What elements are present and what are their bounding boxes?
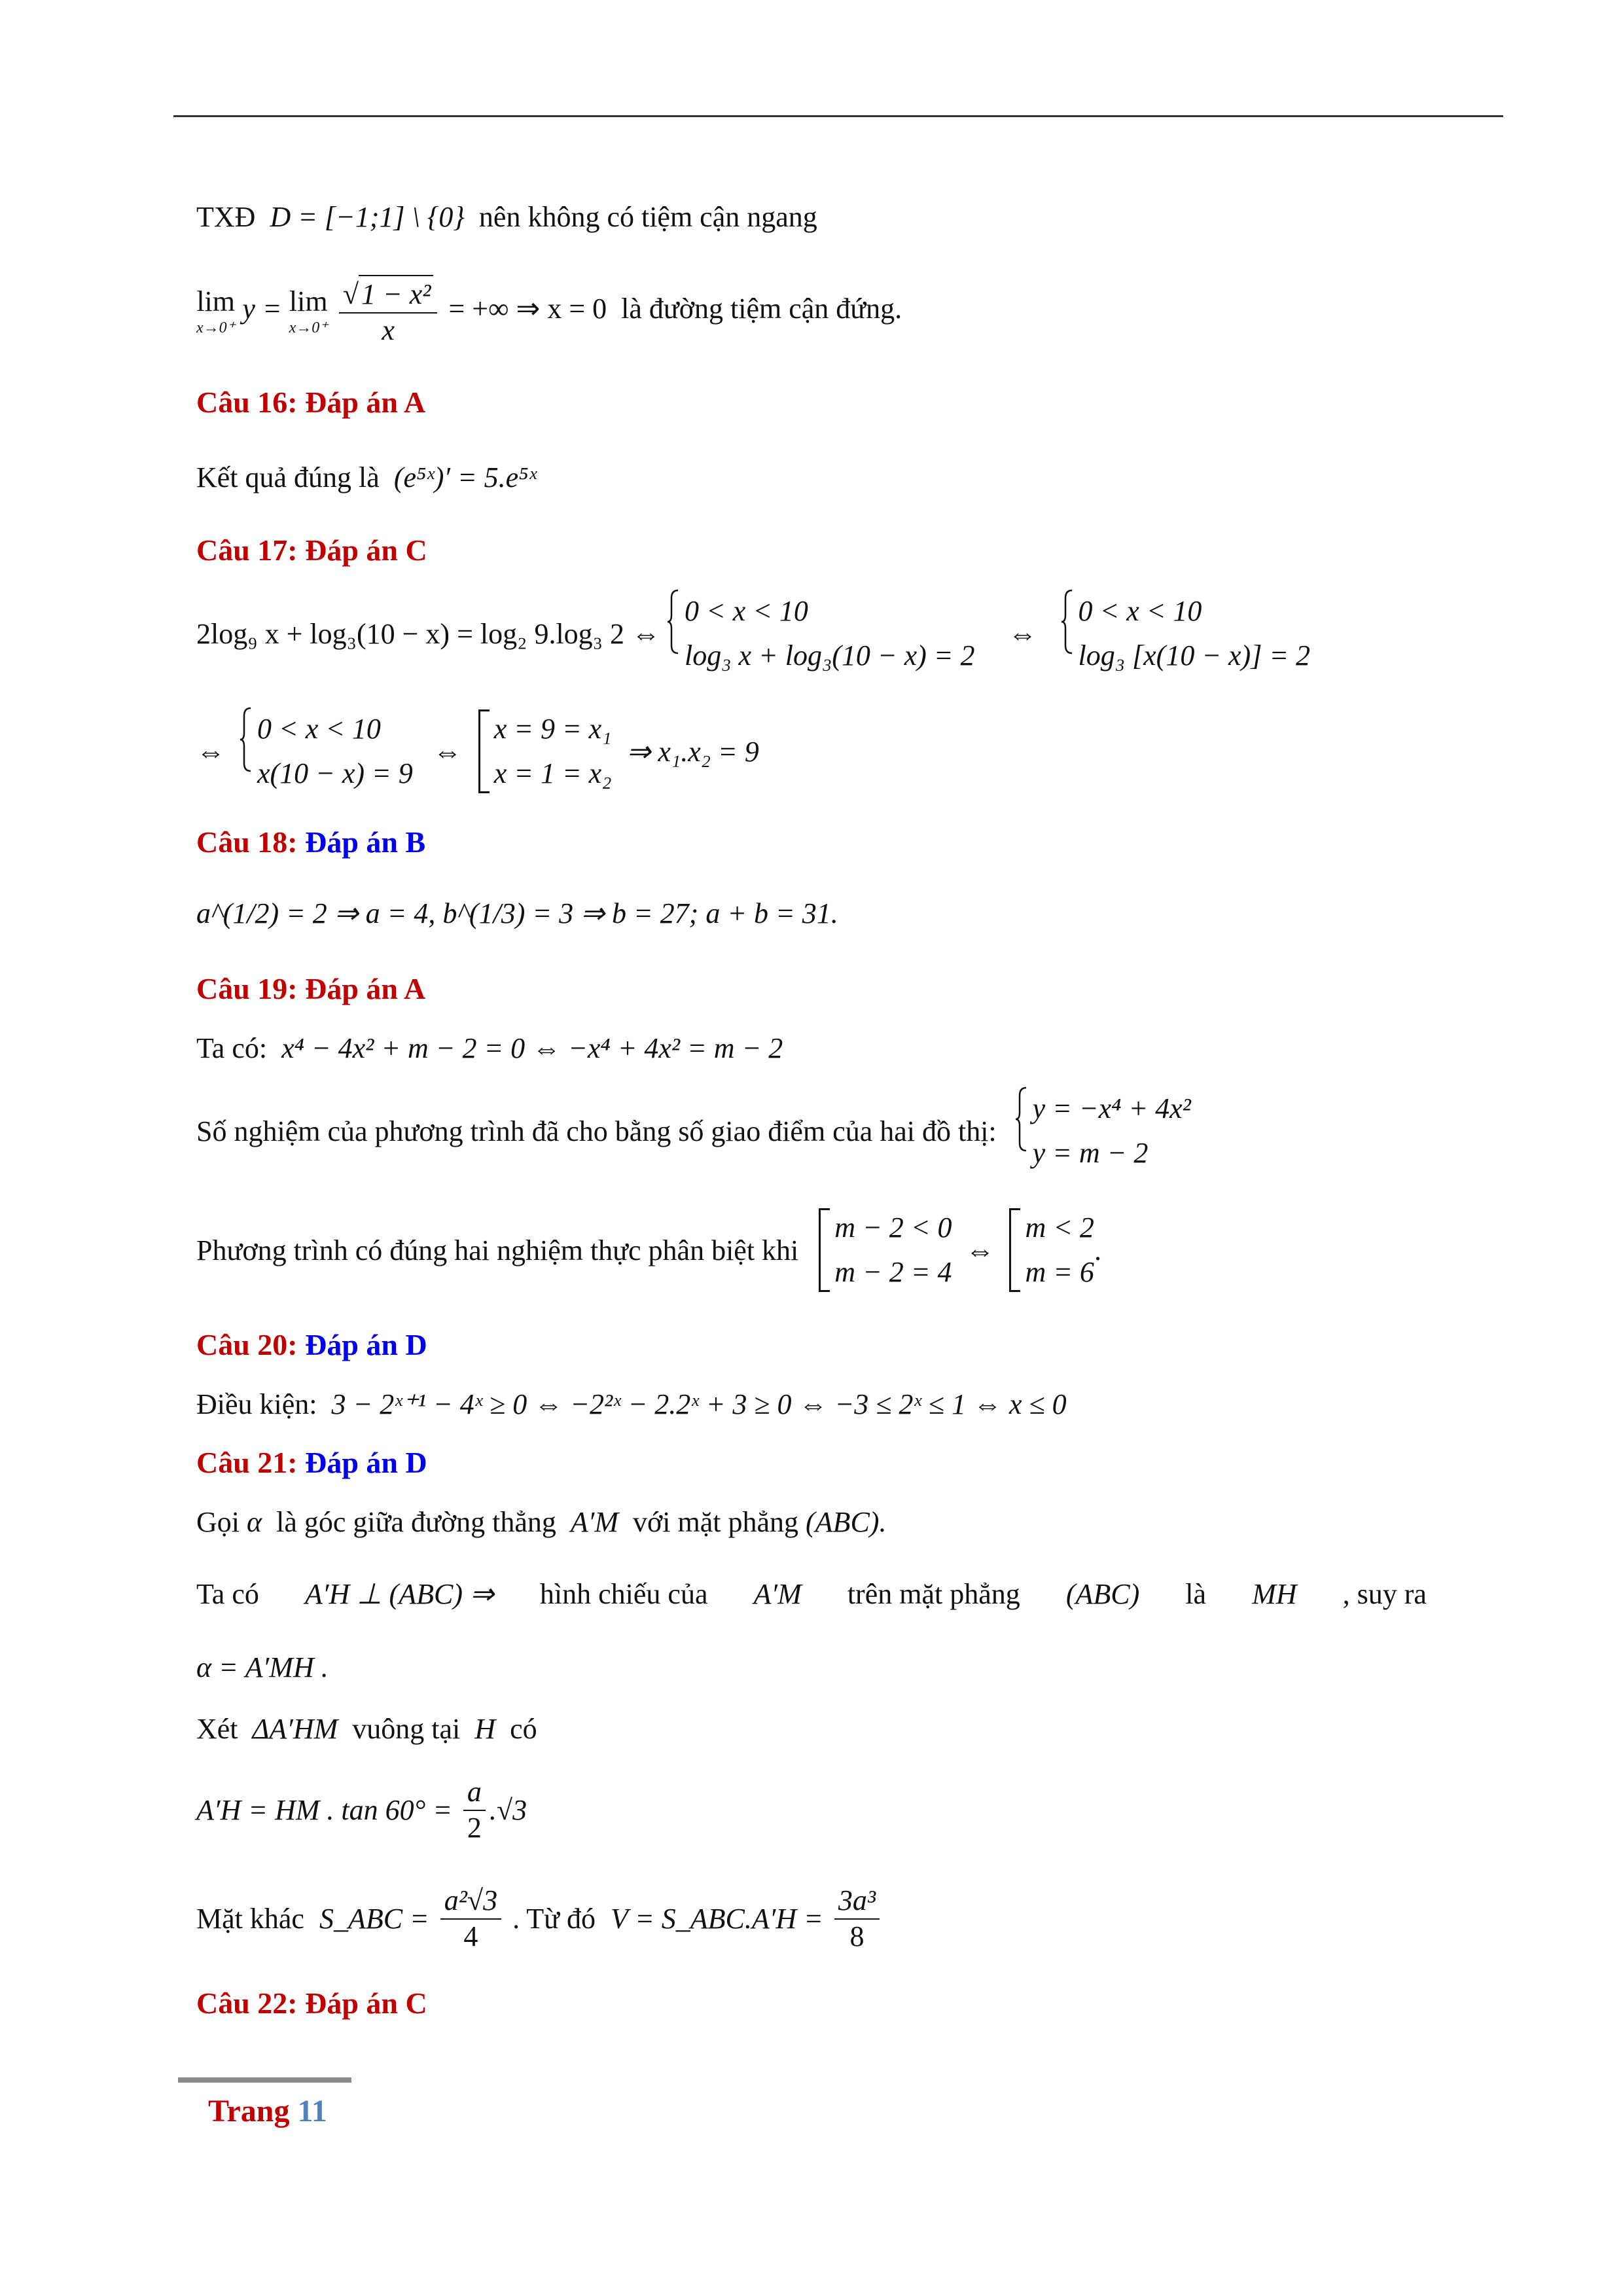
q17-system-3: 0 < x < 10 x(10 − x) = 9 bbox=[240, 707, 413, 796]
q20-line: Điều kiện: 3 − 2ˣ⁺¹ − 4ˣ ≥ 0 ⇔ −2²ˣ − 2.2ˣ + 3 ≥ 0 ⇔ −3 ≤ 2ˣ ≤ 1 ⇔ x ≤ 0 bbox=[196, 1388, 1067, 1420]
q16-expr: (e⁵ˣ)′ = 5.e⁵ˣ bbox=[393, 461, 537, 493]
q21-frac-a2: $\frac{a}{2}$ bbox=[463, 1775, 486, 1846]
domain-rest: nên không có tiệm cận ngang bbox=[478, 201, 817, 233]
q21-line-4: Xét ΔA′HM vuông tại H có bbox=[196, 1713, 537, 1745]
q19-line-3: Phương trình có đúng hai nghiệm thực phân biệt khi m − 2 < 0 m − 2 = 4 ⇔ m < 2 m = 6 . bbox=[196, 1206, 1101, 1295]
domain-line bbox=[196, 200, 817, 234]
question-20-heading: Câu 20: Đáp án D bbox=[196, 1328, 427, 1361]
question-21-heading: Câu 21: Đáp án D bbox=[196, 1446, 427, 1479]
q21-line-2: Ta có A′H ⊥ (ABC) ⇒ hình chiếu của A′M trên mặt phẳng (ABC) là MH , suy ra bbox=[196, 1578, 1427, 1610]
q17-system-1: 0 < x < 10 log₃ x + log₃(10 − x) = 2 bbox=[668, 589, 974, 678]
limit-y: y = bbox=[242, 292, 282, 325]
question-19-heading: Câu 19: Đáp án A bbox=[196, 972, 426, 1005]
q17-system-4: x = 9 = x₁ x = 1 = x₂ bbox=[477, 707, 612, 796]
limit-rest: là đường tiệm cận đứng. bbox=[621, 292, 902, 325]
q21-frac-area: $\frac{\text{a²√3}}{4}$ bbox=[440, 1884, 501, 1954]
question-17-heading: Câu 17: Đáp án C bbox=[196, 533, 427, 567]
q21-line-6: Mặt khác S_ABC = $\frac{\text{a²√3}}{4}$ . Từ đó V = S_ABC.A′H = $\frac{\text{3a³}}{8}$ bbox=[196, 1884, 883, 1954]
q19-cond-1: m − 2 < 0 m − 2 = 4 bbox=[817, 1206, 952, 1295]
q19-cond-2: m < 2 m = 6 bbox=[1008, 1206, 1094, 1295]
limit-fraction: $\frac{\text{√1 − x²}}{x}$ bbox=[339, 275, 438, 348]
q17-line-2: ⇔ 0 < x < 10 x(10 − x) = 9 ⇔ x = 9 = x₁ x = 1 = x₂ ⇒ x₁.x₂ = 9 bbox=[196, 707, 759, 796]
q21-frac-volume: $\frac{\text{3a³}}{8}$ bbox=[834, 1884, 880, 1954]
q21-line-5: A′H = HM . tan 60° = $\frac{a}{2}$ .√3 bbox=[196, 1775, 527, 1846]
question-16-heading: Câu 16: Đáp án A bbox=[196, 386, 426, 419]
q19-line-2: Số nghiệm của phương trình đã cho bằng số giao điểm của hai đồ thị: y = −x⁴ + 4x² y = m − 2 bbox=[196, 1086, 1191, 1175]
q18-line: a^(1/2) = 2 ⇒ a = 4, b^(1/3) = 3 ⇒ b = 27; a + b = 31. bbox=[196, 897, 838, 929]
txd-label: TXĐ bbox=[196, 201, 256, 233]
q17-line-1: 2log₉ x + log₃(10 − x) = log₂ 9.log₃ 2 ⇔ 0 < x < 10 log₃ x + log₃(10 − x) = 2 ⇔ 0 < x < 10 log₃ [x(10 − x)] = 2 bbox=[196, 589, 1310, 678]
footer-rule bbox=[178, 2077, 351, 2083]
q21-line-1: Gọi α là góc giữa đường thẳng A′M với mặt phẳng (ABC). bbox=[196, 1506, 887, 1538]
domain-expr: D = [−1;1] \ {0} bbox=[270, 201, 465, 233]
limit-result: = +∞ ⇒ x = 0 bbox=[448, 292, 607, 325]
q19-line-1: Ta có: x⁴ − 4x² + m − 2 = 0 ⇔ −x⁴ + 4x² = m − 2 bbox=[196, 1032, 783, 1064]
question-18-heading: Câu 18: Đáp án B bbox=[196, 825, 426, 859]
limit-1: lim x→0⁺ bbox=[196, 285, 236, 336]
q19-system: y = −x⁴ + 4x² y = m − 2 bbox=[1016, 1086, 1191, 1175]
q17-system-2: 0 < x < 10 log₃ [x(10 − x)] = 2 bbox=[1061, 589, 1311, 678]
page-number: Trang 11 bbox=[208, 2094, 327, 2128]
question-22-heading: Câu 22: Đáp án C bbox=[196, 1986, 427, 2020]
limit-2: lim x→0⁺ bbox=[289, 285, 328, 336]
header-rule bbox=[173, 115, 1503, 117]
limit-line bbox=[196, 275, 902, 348]
q21-line-3: α = A′MH . bbox=[196, 1651, 329, 1683]
q16-line: Kết quả đúng là (e⁵ˣ)′ = 5.e⁵ˣ bbox=[196, 461, 537, 493]
